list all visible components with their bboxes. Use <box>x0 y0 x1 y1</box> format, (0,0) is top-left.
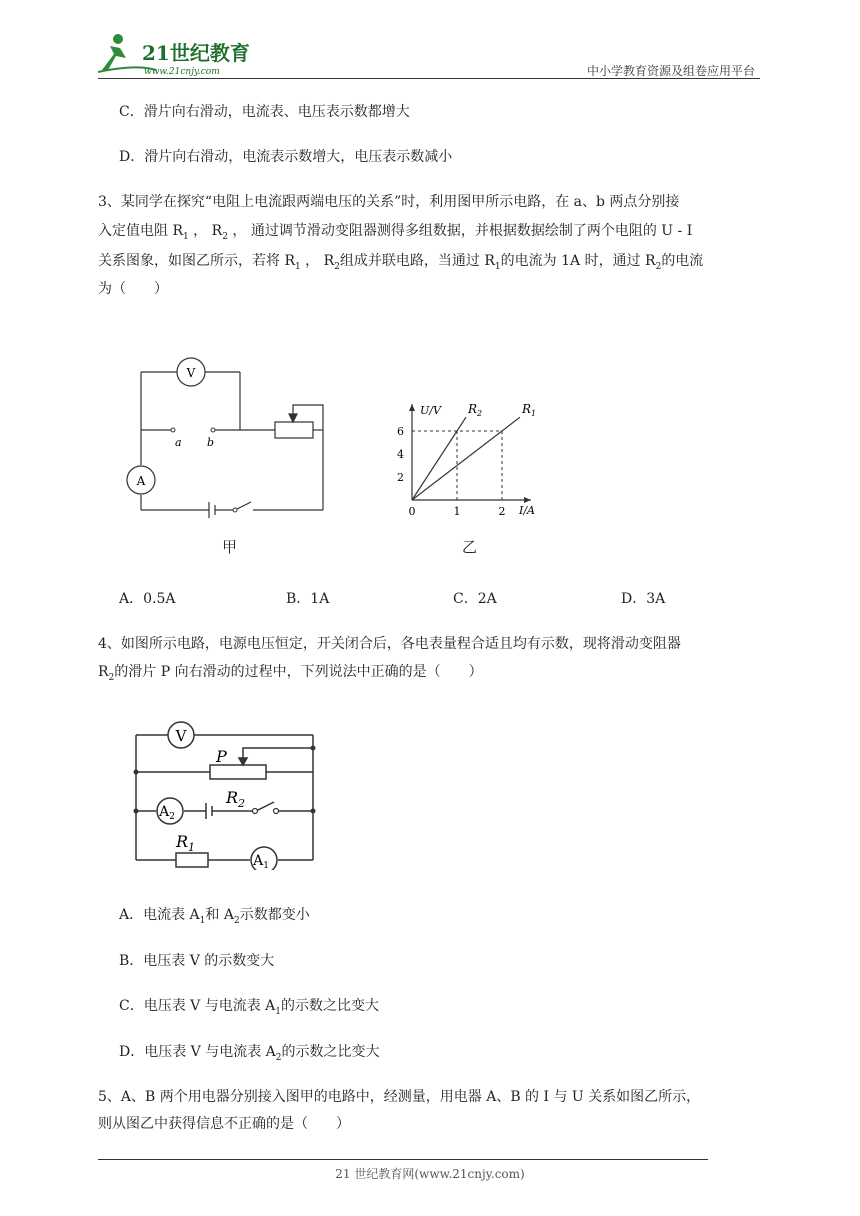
logo <box>96 30 256 78</box>
svg-text:b: b <box>207 436 215 449</box>
y-axis-label: U/V <box>420 404 441 417</box>
figure-caption-jia: 甲 <box>222 538 238 556</box>
q2-option-c: C．滑片向右滑动，电流表、电压表示数都增大 <box>119 104 410 120</box>
q3-line-2: 入定值电阻 $R_1$ ， $R_2$ ， 通过调节滑动变阻器测得多组数据，并根据数据绘制了两个电阻的 U - I <box>98 223 693 242</box>
x-axis-label: I/A <box>519 504 535 517</box>
q3-option-a: A．0.5A <box>119 591 176 607</box>
q4-option-b: B．电压表 V 的示数变大 <box>119 953 275 969</box>
figure-caption-yi: 乙 <box>462 538 478 556</box>
label-p: P <box>216 747 227 766</box>
platform-name: 中小学教育资源及组卷应用平台 <box>586 64 755 78</box>
logo-url: www.21cnjy.com <box>144 67 220 77</box>
svg-text:V: V <box>186 366 196 380</box>
footer-divider <box>98 1159 708 1160</box>
y-axis-arrow <box>409 404 415 411</box>
y-tick-label: 6 <box>397 425 404 438</box>
x-tick-label: 1 <box>453 505 461 518</box>
q3-circuit-diagram <box>125 350 335 525</box>
q3-option-c: C．2A <box>453 591 497 607</box>
ui-graph <box>390 340 575 520</box>
q3-line-1: 3、某同学在探究“电阻上电流跟两端电压的关系”时，利用图甲所示电路，在 a、b 两点分别接 <box>98 194 680 210</box>
q4-option-a: A．电流表 $A_1$和 $A_2$示数都变小 <box>119 907 310 926</box>
svg-text:A: A <box>136 474 146 488</box>
q3-option-b: B．1A <box>286 591 330 607</box>
logo-text: 21世纪教育 <box>142 41 250 65</box>
q2-option-d: D．滑片向右滑动，电流表示数增大，电压表示数减小 <box>119 149 453 165</box>
svg-text:R2: $R_2$ <box>226 788 246 810</box>
svg-text:R1: $R_1$ <box>176 832 196 854</box>
y-tick-label: 4 <box>397 448 404 461</box>
y-tick-label: 2 <box>397 471 404 484</box>
series-label-r2: $R_2$ <box>468 402 483 419</box>
q5-line-2: 则从图乙中获得信息不正确的是（ ） <box>98 1116 350 1132</box>
footer-text: 21 世纪教育网(www.21cnjy.com) <box>335 1167 525 1181</box>
q4-option-d: D．电压表 V 与电流表 $A_2$的示数之比变大 <box>119 1044 380 1063</box>
series-line-r1 <box>412 417 520 500</box>
x-axis-arrow <box>524 497 531 503</box>
q3-line-4: 为（ ） <box>98 281 168 297</box>
q5-line-1: 5、A、B 两个用电器分别接入图甲的电路中，经测量，用电器 A、B 的 I 与 U 关系如图乙所示， <box>98 1089 701 1105</box>
q4-circuit-diagram <box>128 715 328 870</box>
q3-option-d: D．3A <box>621 591 666 607</box>
q3-line-3: 关系图象，如图乙所示，若将 $R_1$ ， $R_2$组成并联电路，当通过 $R_1$的电流为 1A 时，通过 $R_2$的电流 <box>98 253 704 272</box>
q4-line-2: $R_2$的滑片 P 向右滑动的过程中，下列说法中正确的是（ ） <box>98 664 483 683</box>
svg-text:a: a <box>175 436 182 449</box>
header-divider <box>98 78 760 79</box>
x-tick-label: 2 <box>498 505 506 518</box>
q4-option-c: C．电压表 V 与电流表 $A_1$的示数之比变大 <box>119 998 380 1017</box>
svg-text:V: V <box>175 727 187 745</box>
svg-text:A2: $A_2$ <box>159 804 175 822</box>
x-tick-label: 0 <box>408 505 416 518</box>
svg-text:A1: $A_1$ <box>253 853 269 870</box>
series-label-r1: $R_1$ <box>522 402 537 419</box>
series-line-r2 <box>412 417 466 500</box>
q4-line-1: 4、如图所示电路，电源电压恒定，开关闭合后，各电表量程合适且均有示数，现将滑动变阻器 <box>98 636 681 652</box>
